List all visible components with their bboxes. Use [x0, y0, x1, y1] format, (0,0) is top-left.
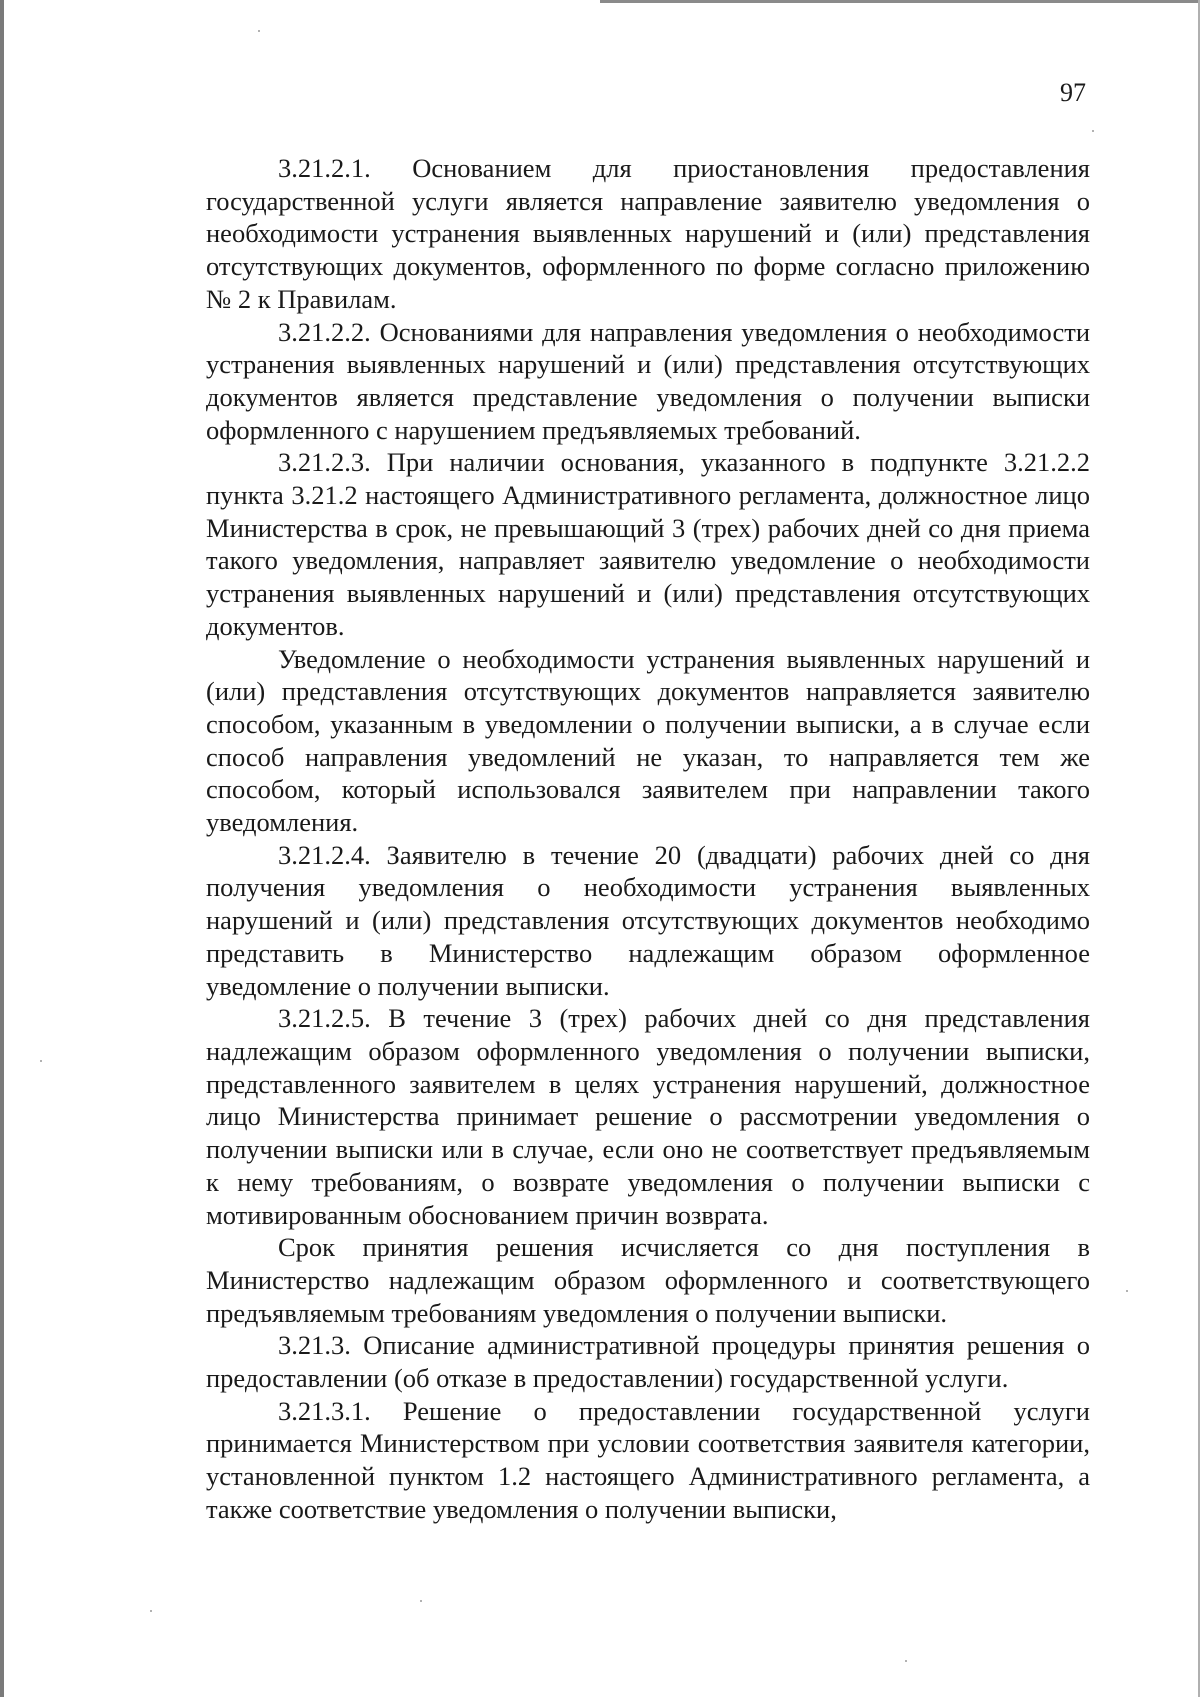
- paragraph-3-21-2-2: 3.21.2.2. Основаниями для направления уведомления о необходимости устранения выявленных нарушений и (или) представления отсутствующих документов является представление уведомления о получении выписки оформленного с нарушением предъявляемых требований.: [206, 316, 1090, 445]
- paragraph-notification-method: Уведомление о необходимости устранения выявленных нарушений и (или) представления отсутствующих документов направляется заявителю способом, указанным в уведомлении о получении выписки, а в случае если способ направления уведомлений не указан, то направляется тем же способом, который использовался заявителем при направлении такого уведомления.: [206, 643, 1090, 838]
- paragraph-3-21-2-1: 3.21.2.1. Основанием для приостановления предоставления государственной услуги является направление заявителю уведомления о необходимости устранения выявленных нарушений и (или) представления отсутствующих документов, оформленного по форме согласно приложению № 2 к Правилам.: [206, 153, 1090, 314]
- paragraph-3-21-2-4: 3.21.2.4. Заявителю в течение 20 (двадцати) рабочих дней со дня получения уведомления о необходимости устранения выявленных нарушений и (или) представления отсутствующих документов необходимо представить в Министерство надлежащим образом оформленное уведомление о получении выписки.: [206, 839, 1090, 1001]
- scan-speckle: [258, 30, 260, 32]
- paragraph-3-21-3: 3.21.3. Описание административной процедуры принятия решения о предоставлении (об отказе в предоставлении) государственной услуги.: [206, 1330, 1090, 1394]
- scan-speckle: [1092, 130, 1094, 132]
- scan-speckle: [1126, 1290, 1128, 1292]
- scan-speckle: [905, 1660, 907, 1662]
- scan-edge-left: [0, 0, 4, 1697]
- scan-speckle: [420, 1600, 422, 1602]
- paragraph-3-21-3-1: 3.21.3.1. Решение о предоставлении государственной услуги принимается Министерством при условии соответствия заявителя категории, установленной пунктом 1.2 настоящего Административного регламента, а также соответствие уведомления о получении выписки,: [206, 1395, 1090, 1524]
- paragraph-decision-term: Срок принятия решения исчисляется со дня поступления в Министерство надлежащим образом оформленного и соответствующего предъявляемым требованиям уведомления о получении выписки.: [206, 1232, 1090, 1328]
- scan-speckle: [40, 1060, 42, 1062]
- scan-speckle: [150, 1610, 152, 1612]
- paragraph-3-21-2-5: 3.21.2.5. В течение 3 (трех) рабочих дней со дня представления надлежащим образом оформленного уведомления о получении выписки, представленного заявителем в целях устранения нарушений, должностное лицо Министерства принимает решение о рассмотрении уведомления о получении выписки или в случае, если оно не соответствует предъявляемым к нему требованиям, о возврате уведомления о получении выписки с мотивированным обоснованием причин возврата.: [206, 1003, 1090, 1230]
- scan-edge-top: [600, 0, 1200, 3]
- page-number: 97: [1060, 78, 1086, 107]
- paragraph-3-21-2-3: 3.21.2.3. При наличии основания, указанного в подпункте 3.21.2.2 пункта 3.21.2 настоящего Административного регламента, должностное лицо Министерства в срок, не превышающий 3 (трех) рабочих дней со дня приема такого уведомления, направляет заявителю уведомление о необходимости устранения выявленных нарушений и (или) представления отсутствующих документов.: [206, 447, 1090, 641]
- document-body: [206, 152, 1090, 1526]
